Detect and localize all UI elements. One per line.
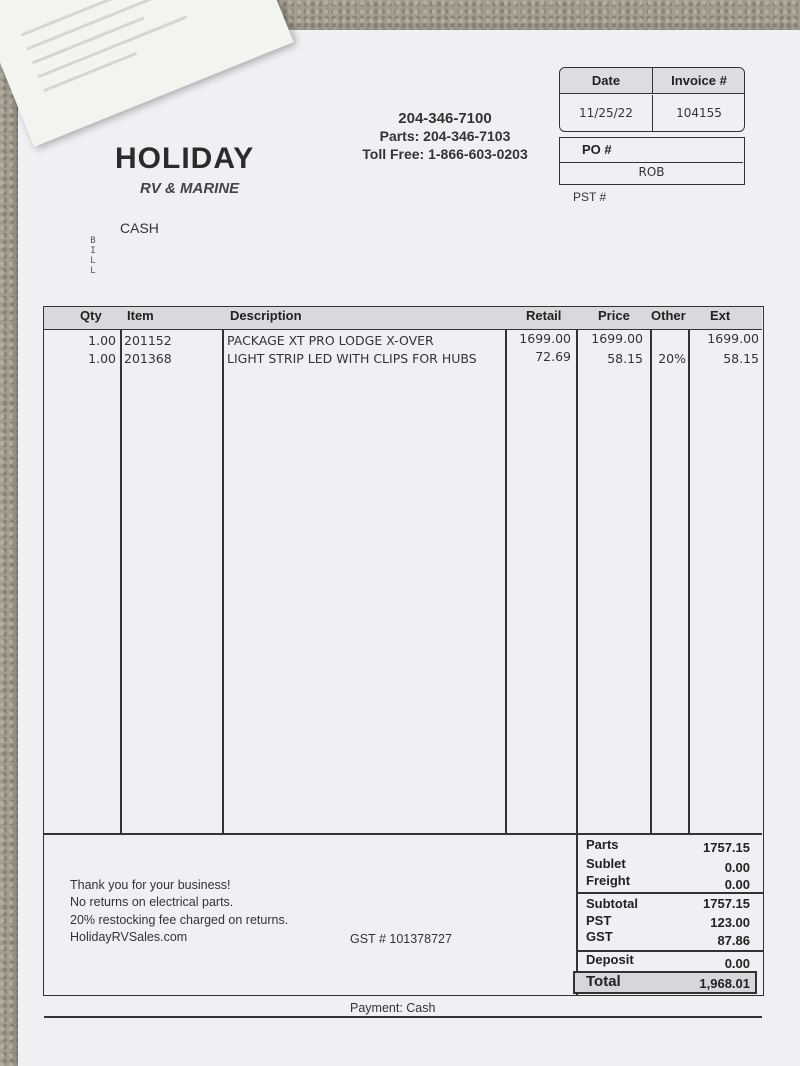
row-price: 1699.00 [591, 331, 643, 346]
table-body-bottom-line [44, 833, 762, 835]
col-divider [576, 329, 578, 995]
row-ext: 58.15 [723, 351, 759, 366]
company-logo-name: HOLIDAY [115, 142, 255, 175]
thank-you-note: Thank you for your business! [70, 878, 231, 892]
gst-registration: GST # 101378727 [350, 932, 452, 946]
restocking-note: 20% restocking fee charged on returns. [70, 913, 289, 927]
parts-label: Parts [586, 837, 619, 852]
row-description: LIGHT STRIP LED WITH CLIPS FOR HUBS [227, 351, 477, 366]
subtotal-label: Subtotal [586, 896, 638, 911]
pst-value: 123.00 [710, 915, 750, 930]
col-header-other: Other [651, 308, 686, 323]
col-divider [222, 329, 224, 833]
row-retail: 1699.00 [519, 331, 571, 346]
invoice-number: 104155 [676, 106, 722, 120]
gst-value: 87.86 [717, 933, 750, 948]
po-box [559, 137, 745, 185]
col-header-description: Description [230, 308, 302, 323]
col-divider [688, 329, 690, 833]
row-qty: 1.00 [88, 351, 116, 366]
total-label: Total [586, 973, 621, 990]
col-divider [650, 329, 652, 833]
pst-number-label: PST # [573, 190, 607, 204]
col-header-item: Item [127, 308, 154, 323]
bottom-line [44, 1016, 762, 1018]
invoice-date: 11/25/22 [560, 95, 653, 131]
col-header-qty: Qty [80, 308, 102, 323]
company-phone: 204-346-7100 [398, 110, 492, 127]
sublet-value: 0.00 [724, 860, 750, 875]
po-label: PO # [582, 142, 612, 157]
col-header-retail: Retail [526, 308, 562, 323]
bill-vertical-label: B I L L [90, 236, 96, 276]
row-ext: 1699.00 [707, 331, 759, 346]
company-logo-sub: RV & MARINE [140, 180, 240, 197]
col-divider [505, 329, 507, 833]
date-label: Date [560, 68, 653, 94]
pst-label: PST [586, 913, 612, 928]
total-value: 1,968.01 [699, 976, 750, 991]
subtotal-value: 1757.15 [703, 896, 750, 911]
gst-label: GST [586, 929, 613, 944]
payment-method: Payment: Cash [350, 1001, 436, 1015]
invoice-label: Invoice # [653, 68, 745, 94]
col-header-ext: Ext [710, 308, 731, 323]
row-price: 58.15 [607, 351, 643, 366]
bill-to-name: CASH [120, 220, 159, 236]
freight-value: 0.00 [724, 877, 750, 892]
row-item: 201152 [124, 333, 172, 348]
col-header-price: Price [598, 308, 630, 323]
row-other: 20% [658, 351, 686, 366]
date-invoice-box [559, 67, 745, 132]
parts-value: 1757.15 [703, 840, 750, 855]
row-qty: 1.00 [88, 333, 116, 348]
freight-label: Freight [586, 873, 631, 888]
no-returns-note: No returns on electrical parts. [70, 895, 234, 909]
deposit-label: Deposit [586, 952, 634, 967]
website-text: HolidayRVSales.com [70, 930, 188, 944]
deposit-value: 0.00 [724, 956, 750, 971]
row-retail: 72.69 [535, 349, 571, 364]
po-value: ROB [638, 165, 665, 179]
row-description: PACKAGE XT PRO LODGE X-OVER [227, 333, 434, 348]
col-divider [120, 329, 122, 833]
sublet-label: Sublet [586, 856, 626, 871]
row-item: 201368 [124, 351, 172, 366]
parts-phone: Parts: 204-346-7103 [379, 128, 511, 144]
toll-free-phone: Toll Free: 1-866-603-0203 [362, 146, 528, 162]
